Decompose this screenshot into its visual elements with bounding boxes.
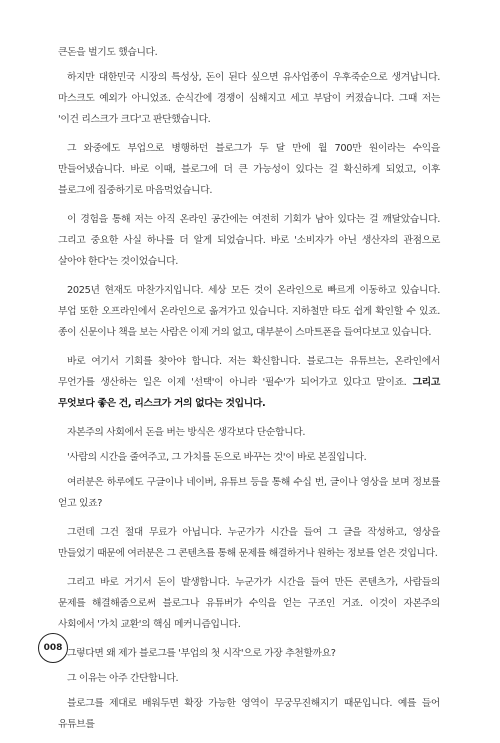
page-number: 008 [43,643,63,653]
paragraph-13: 그 이유는 아주 간단합니다. [67,673,179,684]
paragraph-3: 그 와중에도 부업으로 병행하던 블로그가 두 달 만에 월 700만 원이라는 수익을 만들어냈습니다. 바로 이때, 블로그에 더 큰 가능성이 있다는 걸 확신하게 되었고, 이후 블로그에 집중하기로 마음먹었습니다. [58,143,440,196]
paragraph-2: 하지만 대한민국 시장의 특성상, 돈이 된다 싶으면 유사업종이 우후죽순으로 생겨납니다. 마스크도 예외가 아니었죠. 순식간에 경쟁이 심해지고 세고 부담이 커졌습니다. 그때 저는 '이건 리스크가 크다'고 판단했습니다. [58,72,440,125]
body-text [58,42,440,743]
paragraph-6 [58,351,440,414]
paragraph-9: 여러분은 하루에도 구글이나 네이버, 유튜브 등을 통해 수십 번, 글이나 영상을 보며 정보를 얻고 있죠? [58,477,440,509]
paragraph-1: 큰돈을 벌기도 했습니다. [58,47,158,58]
paragraph-7: 자본주의 사회에서 돈을 버는 방식은 생각보다 단순합니다. [67,427,306,438]
paragraph-5: 2025년 현재도 마찬가지입니다. 세상 모든 것이 온라인으로 빠르게 이동하고 있습니다. 부업 또한 오프라인에서 온라인으로 옮겨가고 있습니다. 지하철만 타도 쉽게 확인할 수 있죠. 종이 신문이나 책을 보는 사람은 이제 거의 없고, 대부분이 스마트폰을 들여다보고 있습니다. [58,285,440,338]
paragraph-6-bold-text: 그리고 무엇보다 좋은 건, 리스크가 거의 없다는 것입니다. [58,377,440,409]
paragraph-11: 그리고 바로 거기서 돈이 발생합니다. 누군가가 시간을 들여 만든 콘텐츠가, 사람들의 문제를 해결해줌으로써 블로그나 유튜버가 수익을 얻는 구조인 거죠. 이것이 자본주의 사회에서 '가치 교환'의 핵심 메커니즘입니다. [58,577,440,630]
paragraph-8: '사람의 시간을 줄여주고, 그 가치를 돈으로 바꾸는 것'이 바로 본질입니다. [67,452,367,463]
page-number-badge [38,633,68,663]
paragraph-12: 그렇다면 왜 제가 블로그를 '부업의 첫 시작'으로 가장 추천할까요? [67,648,336,659]
paragraph-10: 그런데 그건 절대 무료가 아닙니다. 누군가가 시간을 들여 그 글을 작성하고, 영상을 만들었기 때문에 여러분은 그 콘텐츠를 통해 문제를 해결하거나 원하는 정보를 얻은 것입니다. [58,527,440,559]
paragraph-4: 이 경험을 통해 저는 아직 온라인 공간에는 여전히 기회가 남아 있다는 걸 깨달았습니다. 그리고 중요한 사실 하나를 더 알게 되었습니다. 바로 '소비자가 아닌 생산자의 관점으로 살아야 한다'는 것이었습니다. [58,214,440,267]
paragraph-6-text: 바로 여기서 기회를 찾아야 합니다. 저는 확신합니다. 블로그는 유튜브는, 온라인에서 무언가를 생산하는 일은 이제 '선택'이 아니라 '필수'가 되어가고 있다고 말이죠. [58,356,440,388]
paragraph-14: 블로그를 제대로 배워두면 확장 가능한 영역이 무궁무진해지기 때문입니다. 예를 들어 유튜브를 [58,698,440,730]
